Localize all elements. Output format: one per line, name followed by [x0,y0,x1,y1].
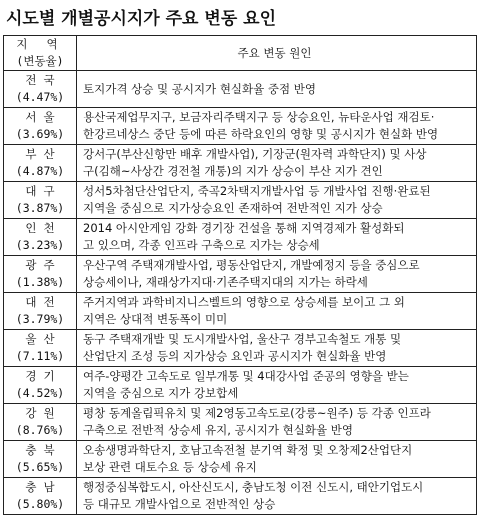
reason-line: 평창 동계올림픽유치 및 제2영동고속도로(강릉~원주) 등 각종 인프라 [83,406,431,420]
region-name: 서 울 [25,110,55,124]
reason-line: 산업단지 조성 등의 지가상승 요인과 공시지가 현실화율 반영 [83,349,387,363]
reason-line: 등 대규모 개발사업으로 전반적인 상승 [83,497,276,511]
reason-cell [77,256,477,293]
region-name: 부 산 [25,147,55,161]
reason-line: 구(김해~사상간 경전철 개통)의 지가 상승이 부산 지가 견인 [83,164,383,178]
reason-line: 고 있으며, 각종 인프라 구축으로 지가는 상승세 [83,238,320,252]
region-change-rate: (4.87%) [15,164,65,178]
region-cell [4,71,77,108]
region-cell [4,293,77,330]
reason-cell [77,367,477,404]
region-name: 광 주 [25,258,55,272]
region-change-rate: (4.47%) [15,90,65,104]
reason-line: 구축으로 전반적 상승세 유지, 공시지가 현실화율 반영 [83,423,353,437]
region-name: 강 원 [25,406,55,420]
region-name: 충 북 [25,443,55,457]
table-row [4,256,477,293]
table-row [4,182,477,219]
region-change-rate: (3.79%) [15,312,65,326]
region-name: 인 천 [25,221,55,235]
table-row [4,71,477,108]
region-change-rate: (1.38%) [15,275,65,289]
region-name: 울 산 [25,332,55,346]
table-row [4,441,477,478]
region-change-rate: (7.11%) [15,349,65,363]
region-cell [4,404,77,441]
region-cell [4,256,77,293]
region-change-rate: (5.80%) [15,497,65,511]
reason-line: 행정중심복합도시, 아산신도시, 충남도청 이전 신도시, 태안기업도시 [83,480,424,494]
region-change-rate: (4.52%) [15,386,65,400]
region-cell [4,367,77,404]
table-row [4,367,477,404]
reason-cell [77,293,477,330]
page-title: 시도별 개별공시지가 주요 변동 요인 [6,9,277,29]
table-row [4,145,477,182]
reason-header-cell [77,36,477,71]
reason-cell [77,330,477,367]
region-cell [4,441,77,478]
reason-line: 오송생명과학단지, 호남고속전철 분기역 확정 및 오창제2산업단지 [83,443,413,457]
region-header-label: 지 역 [16,37,64,51]
region-cell [4,478,77,515]
region-cell [4,145,77,182]
region-change-rate: (3.87%) [15,201,65,215]
reason-line: 강서구(부산신항만 배후 개발사업), 기장군(원자력 과학단지) 및 사상 [83,147,427,161]
region-name: 대 전 [25,295,55,309]
reason-line: 용산국제업무지구, 보금자리주택지구 등 상승요인, 뉴타운사업 재검토· [83,110,435,124]
region-header-cell [4,36,77,71]
reason-cell [77,478,477,515]
reason-line: 한강르네상스 중단 등에 따른 하락요인의 영향 및 공시지가 현실화 반영 [83,127,439,141]
region-change-rate: (5.65%) [15,460,65,474]
reason-line: 우산구역 주택재개발사업, 평동산업단지, 개발예정지 등을 중심으로 [83,258,420,272]
region-cell [4,219,77,256]
table-row [4,330,477,367]
reason-header-label: 주요 변동 원인 [237,45,312,60]
table-row [4,219,477,256]
reason-line: 지역은 상대적 변동폭이 미미 [83,312,228,326]
reason-line: 지역을 중심으로 지가 강보합세 [83,386,239,400]
reason-cell [77,71,477,108]
reason-cell [77,219,477,256]
region-cell [4,108,77,145]
region-header-sub: (변동율) [16,54,64,68]
reason-line: 상승세이나, 재래상가지대·기존주택지대의 지가는 하락세 [83,275,368,289]
reason-line: 여주-양평간 고속도로 일부개통 및 4대강사업 준공의 영향을 받는 [83,369,409,383]
reason-cell [77,182,477,219]
region-change-rate: (3.69%) [15,127,65,141]
land-price-change-table [3,35,477,515]
reason-cell [77,404,477,441]
reason-cell [77,145,477,182]
region-name: 대 구 [25,184,55,198]
table-row [4,404,477,441]
reason-line: 2014 아시안게임 강화 경기장 건설을 통해 지역경제가 활성화되 [83,221,405,235]
region-cell [4,182,77,219]
reason-line: 지역을 중심으로 지가상승요인 존재하여 전반적인 지가 상승 [83,201,383,215]
region-name: 전 국 [25,73,55,87]
reason-line: 토지가격 상승 및 공시지가 현실화율 중점 반영 [83,81,317,96]
table-row [4,478,477,515]
reason-cell [77,441,477,478]
table-row [4,293,477,330]
table-header-row [4,36,477,71]
reason-line: 보상 관련 대토수요 등 상승세 유지 [83,460,257,474]
reason-line: 주거지역과 과학비지니스벨트의 영향으로 상승세를 보이고 그 외 [83,295,405,309]
region-name: 경 기 [25,369,55,383]
reason-line: 성서5차첨단산업단지, 죽곡2차택지개발사업 등 개발사업 진행·완료된 [83,184,431,198]
reason-cell [77,108,477,145]
reason-line: 동구 주택재개발 및 도시개발사업, 울산구 경부고속철도 개통 및 [83,332,402,346]
region-cell [4,330,77,367]
region-change-rate: (3.23%) [15,238,65,252]
region-change-rate: (8.76%) [15,423,65,437]
region-name: 충 남 [25,480,55,494]
table-row [4,108,477,145]
